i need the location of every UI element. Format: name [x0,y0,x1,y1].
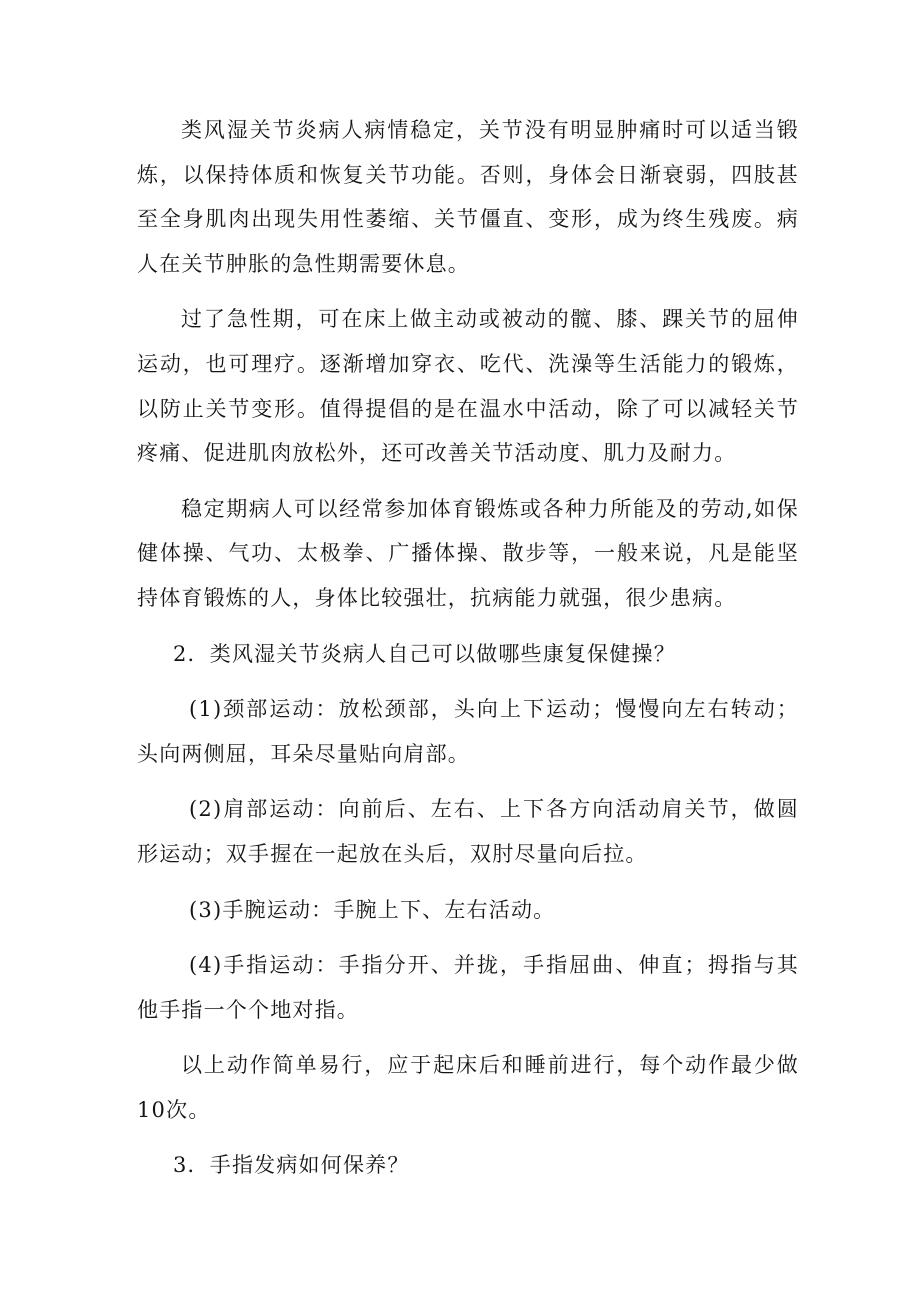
list-item-neck-exercise: (1)颈部运动：放松颈部，头向上下运动；慢慢向左右转动；头向两侧屈，耳朵尽量贴向肩部。 [137,697,799,766]
question-heading-3: 3．手指发病如何保养？ [173,1153,410,1178]
list-item-wrist-exercise: (3)手腕运动：手腕上下、左右活动。 [189,897,556,922]
list-item-finger-exercise: (4)手指运动：手指分开、并拢，手指屈曲、伸直；拇指与其他手指一个个地对指。 [137,953,799,1022]
paragraph-after-acute-phase: 过了急性期，可在床上做主动或被动的髋、膝、踝关节的屈伸运动，也可理疗。逐渐增加穿衣、吃代、洗澡等生活能力的锻炼，以防止关节变形。值得提倡的是在温水中活动，除了可以减轻关节疼痛、促进肌肉放松外，还可改善关节活动度、肌力及耐力。 [137,307,799,466]
paragraph-stable-condition: 类风湿关节炎病人病情稳定，关节没有明显肿痛时可以适当锻炼，以保持体质和恢复关节功能。否则，身体会日渐衰弱，四肢甚至全身肌肉出现失用性萎缩、关节僵直、变形，成为终生残废。病人在关节肿胀的急性期需要休息。 [137,118,799,276]
paragraph-stable-period-exercise: 稳定期病人可以经常参加体育锻炼或各种力所能及的劳动,如保健体操、气功、太极拳、广播体操、散步等，一般来说，凡是能坚持体育锻炼的人，身体比较强壮，抗病能力就强，很少患病。 [137,496,799,610]
list-item-shoulder-exercise: (2)肩部运动：向前后、左右、上下各方向活动肩关节，做圆形运动；双手握在一起放在头后，双肘尽量向后拉。 [137,797,799,866]
question-heading-2: 2．类风湿关节炎病人自己可以做哪些康复保健操？ [173,641,676,666]
paragraph-exercise-summary: 以上动作简单易行，应于起床后和睡前进行，每个动作最少做10次。 [137,1053,799,1122]
document-body [137,108,799,1199]
